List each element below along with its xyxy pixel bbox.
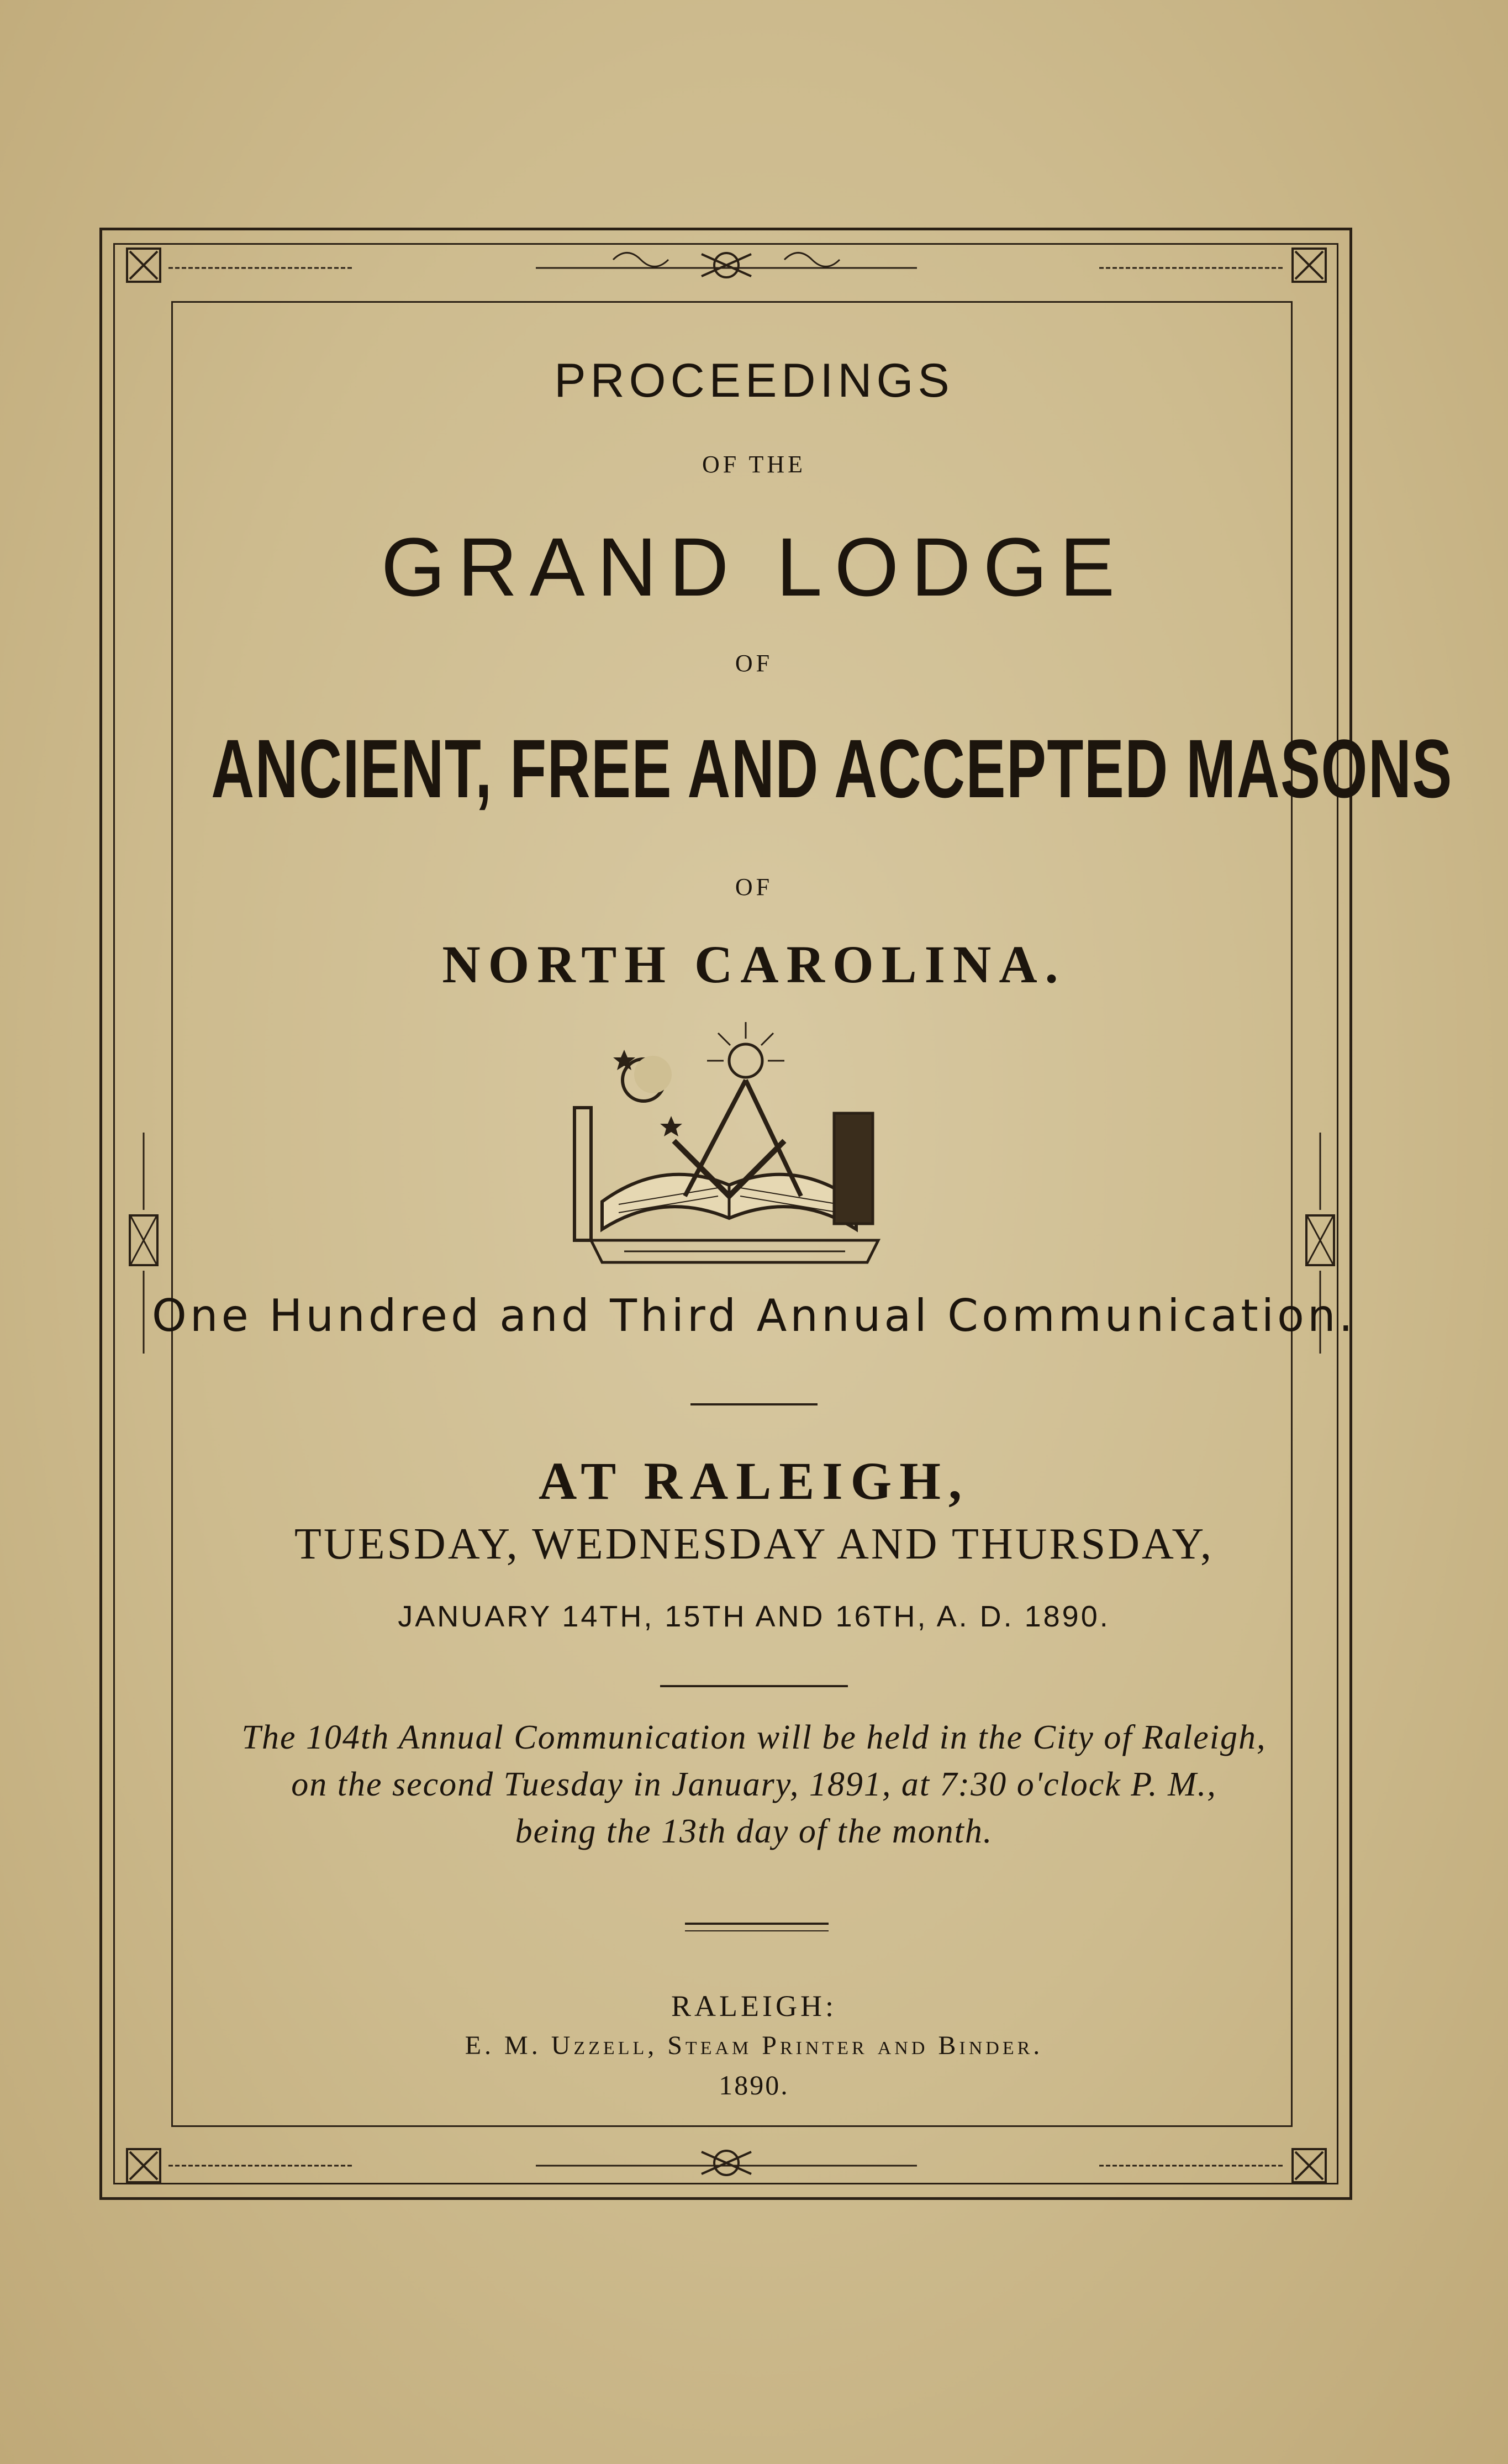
grand-lodge-heading: GRAND LODGE (381, 520, 1127, 613)
of-text-2: OF (735, 873, 773, 901)
publisher-printer: E. M. Uzzell, Steam Printer and Binder. (465, 2031, 1043, 2060)
divider-3 (685, 1923, 829, 1925)
of-text-1: OF (735, 650, 773, 677)
divider-3b (685, 1930, 829, 1931)
divider-1 (690, 1403, 818, 1405)
meeting-days: TUESDAY, WEDNESDAY AND THURSDAY, (294, 1520, 1214, 1568)
top-ornament-icon (116, 243, 1337, 304)
divider-2 (660, 1685, 848, 1687)
note-line-2: on the second Tuesday in January, 1891, at 7:30 o'clock P. M., (291, 1766, 1217, 1803)
masonic-emblem-icon (558, 1019, 900, 1279)
publication-year: 1890. (719, 2070, 789, 2100)
note-line-3: being the 13th day of the month. (515, 1813, 993, 1850)
bottom-ornament-icon (116, 2130, 1337, 2191)
publisher-city: RALEIGH: (671, 1989, 837, 2023)
masons-heading: ANCIENT, FREE AND ACCEPTED MASONS (211, 722, 1453, 815)
of-the-text: OF THE (702, 451, 806, 478)
meeting-dates: JANUARY 14TH, 15TH AND 16TH, A. D. 1890. (398, 1600, 1110, 1633)
state-heading: NORTH CAROLINA. (442, 935, 1066, 994)
communication-title: One Hundred and Third Annual Communication. (151, 1290, 1357, 1341)
meeting-place: AT RALEIGH, (539, 1451, 969, 1510)
proceedings-heading: PROCEEDINGS (554, 354, 954, 407)
note-line-1: The 104th Annual Communication will be held in the City of Raleigh, (241, 1719, 1267, 1756)
